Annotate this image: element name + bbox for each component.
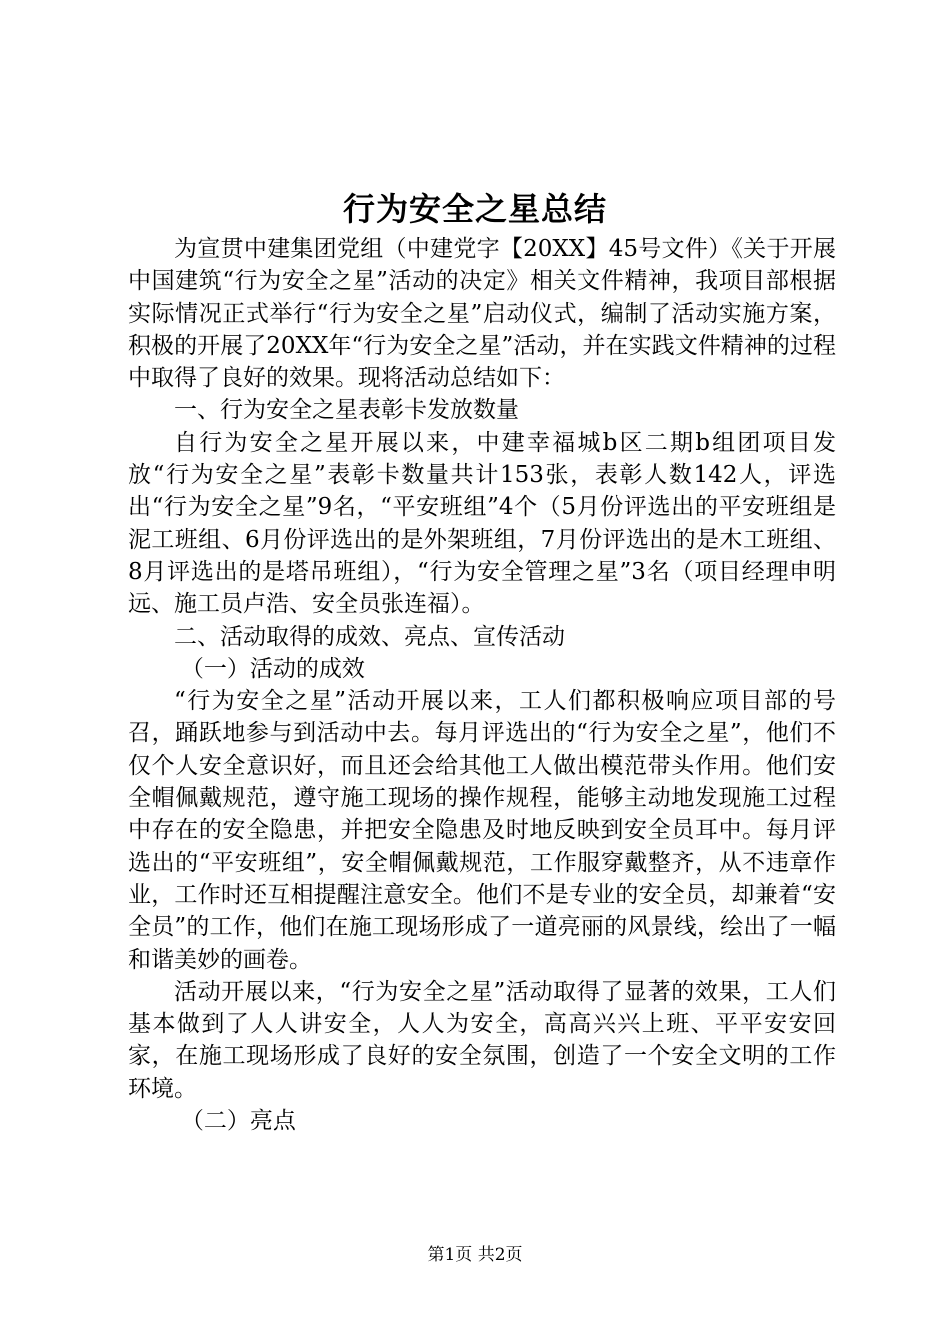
paragraph-award-count: 自行为安全之星开展以来，中建幸福城b区二期b组团项目发放“行为安全之星”表彰卡数量共计153张，表彰人数142人，评选出“行为安全之星”9名，“平安班组”4个（5月份评选出的平安班组是泥工班组、6月份评选出的是外架班组，7月份评选出的是木工班组、8月评选出的是塔吊班组），“行为安全管理之星”3名（项目经理申明远、施工员卢浩、安全员张连福）。 — [128, 429, 836, 618]
section-heading-1: 一、行为安全之星表彰卡发放数量 — [174, 397, 519, 424]
paragraph-results-detail: “行为安全之星”活动开展以来，工人们都积极响应项目部的号召，踊跃地参与到活动中去。每月评选出的“行为安全之星”，他们不仅个人安全意识好，而且还会给其他工人做出模范带头作用。他们安全帽佩戴规范，遵守施工现场的操作规程，能够主动地发现施工过程中存在的安全隐患，并把安全隐患及时地反映到安全员耳中。每月评选出的“平安班组”，安全帽佩戴规范，工作服穿戴整齐，从不违章作业，工作时还互相提醒注意安全。他们不是专业的安全员，却兼着“安全员”的工作，他们在施工现场形成了一道亮丽的风景线，绘出了一幅和谐美妙的画卷。 — [128, 688, 836, 973]
paragraph-results-summary: 活动开展以来，“行为安全之星”活动取得了显著的效果，工人们基本做到了人人讲安全，人人为安全，高高兴兴上班、平平安安回家，在施工现场形成了良好的安全氛围，创造了一个安全文明的工作环境。 — [128, 978, 836, 1102]
subsection-heading-results: （一）活动的成效 — [180, 655, 365, 682]
document-title: 行为安全之星总结 — [342, 190, 607, 228]
page-number-footer: 第1页 共2页 — [427, 1245, 523, 1265]
paragraph-intro: 为宣贯中建集团党组（中建党字【20XX】45号文件）《关于开展中国建筑“行为安全之星”活动的决定》相关文件精神，我项目部根据实际情况正式举行“行为安全之星”启动仪式，编制了活动实施方案，积极的开展了20XX年“行为安全之星”活动，并在实践文件精神的过程中取得了良好的效果。现将活动总结如下： — [128, 236, 836, 392]
subsection-heading-highlights: （二）亮点 — [180, 1108, 296, 1135]
section-heading-2: 二、活动取得的成效、亮点、宣传活动 — [174, 623, 565, 650]
document-body — [128, 233, 836, 1137]
